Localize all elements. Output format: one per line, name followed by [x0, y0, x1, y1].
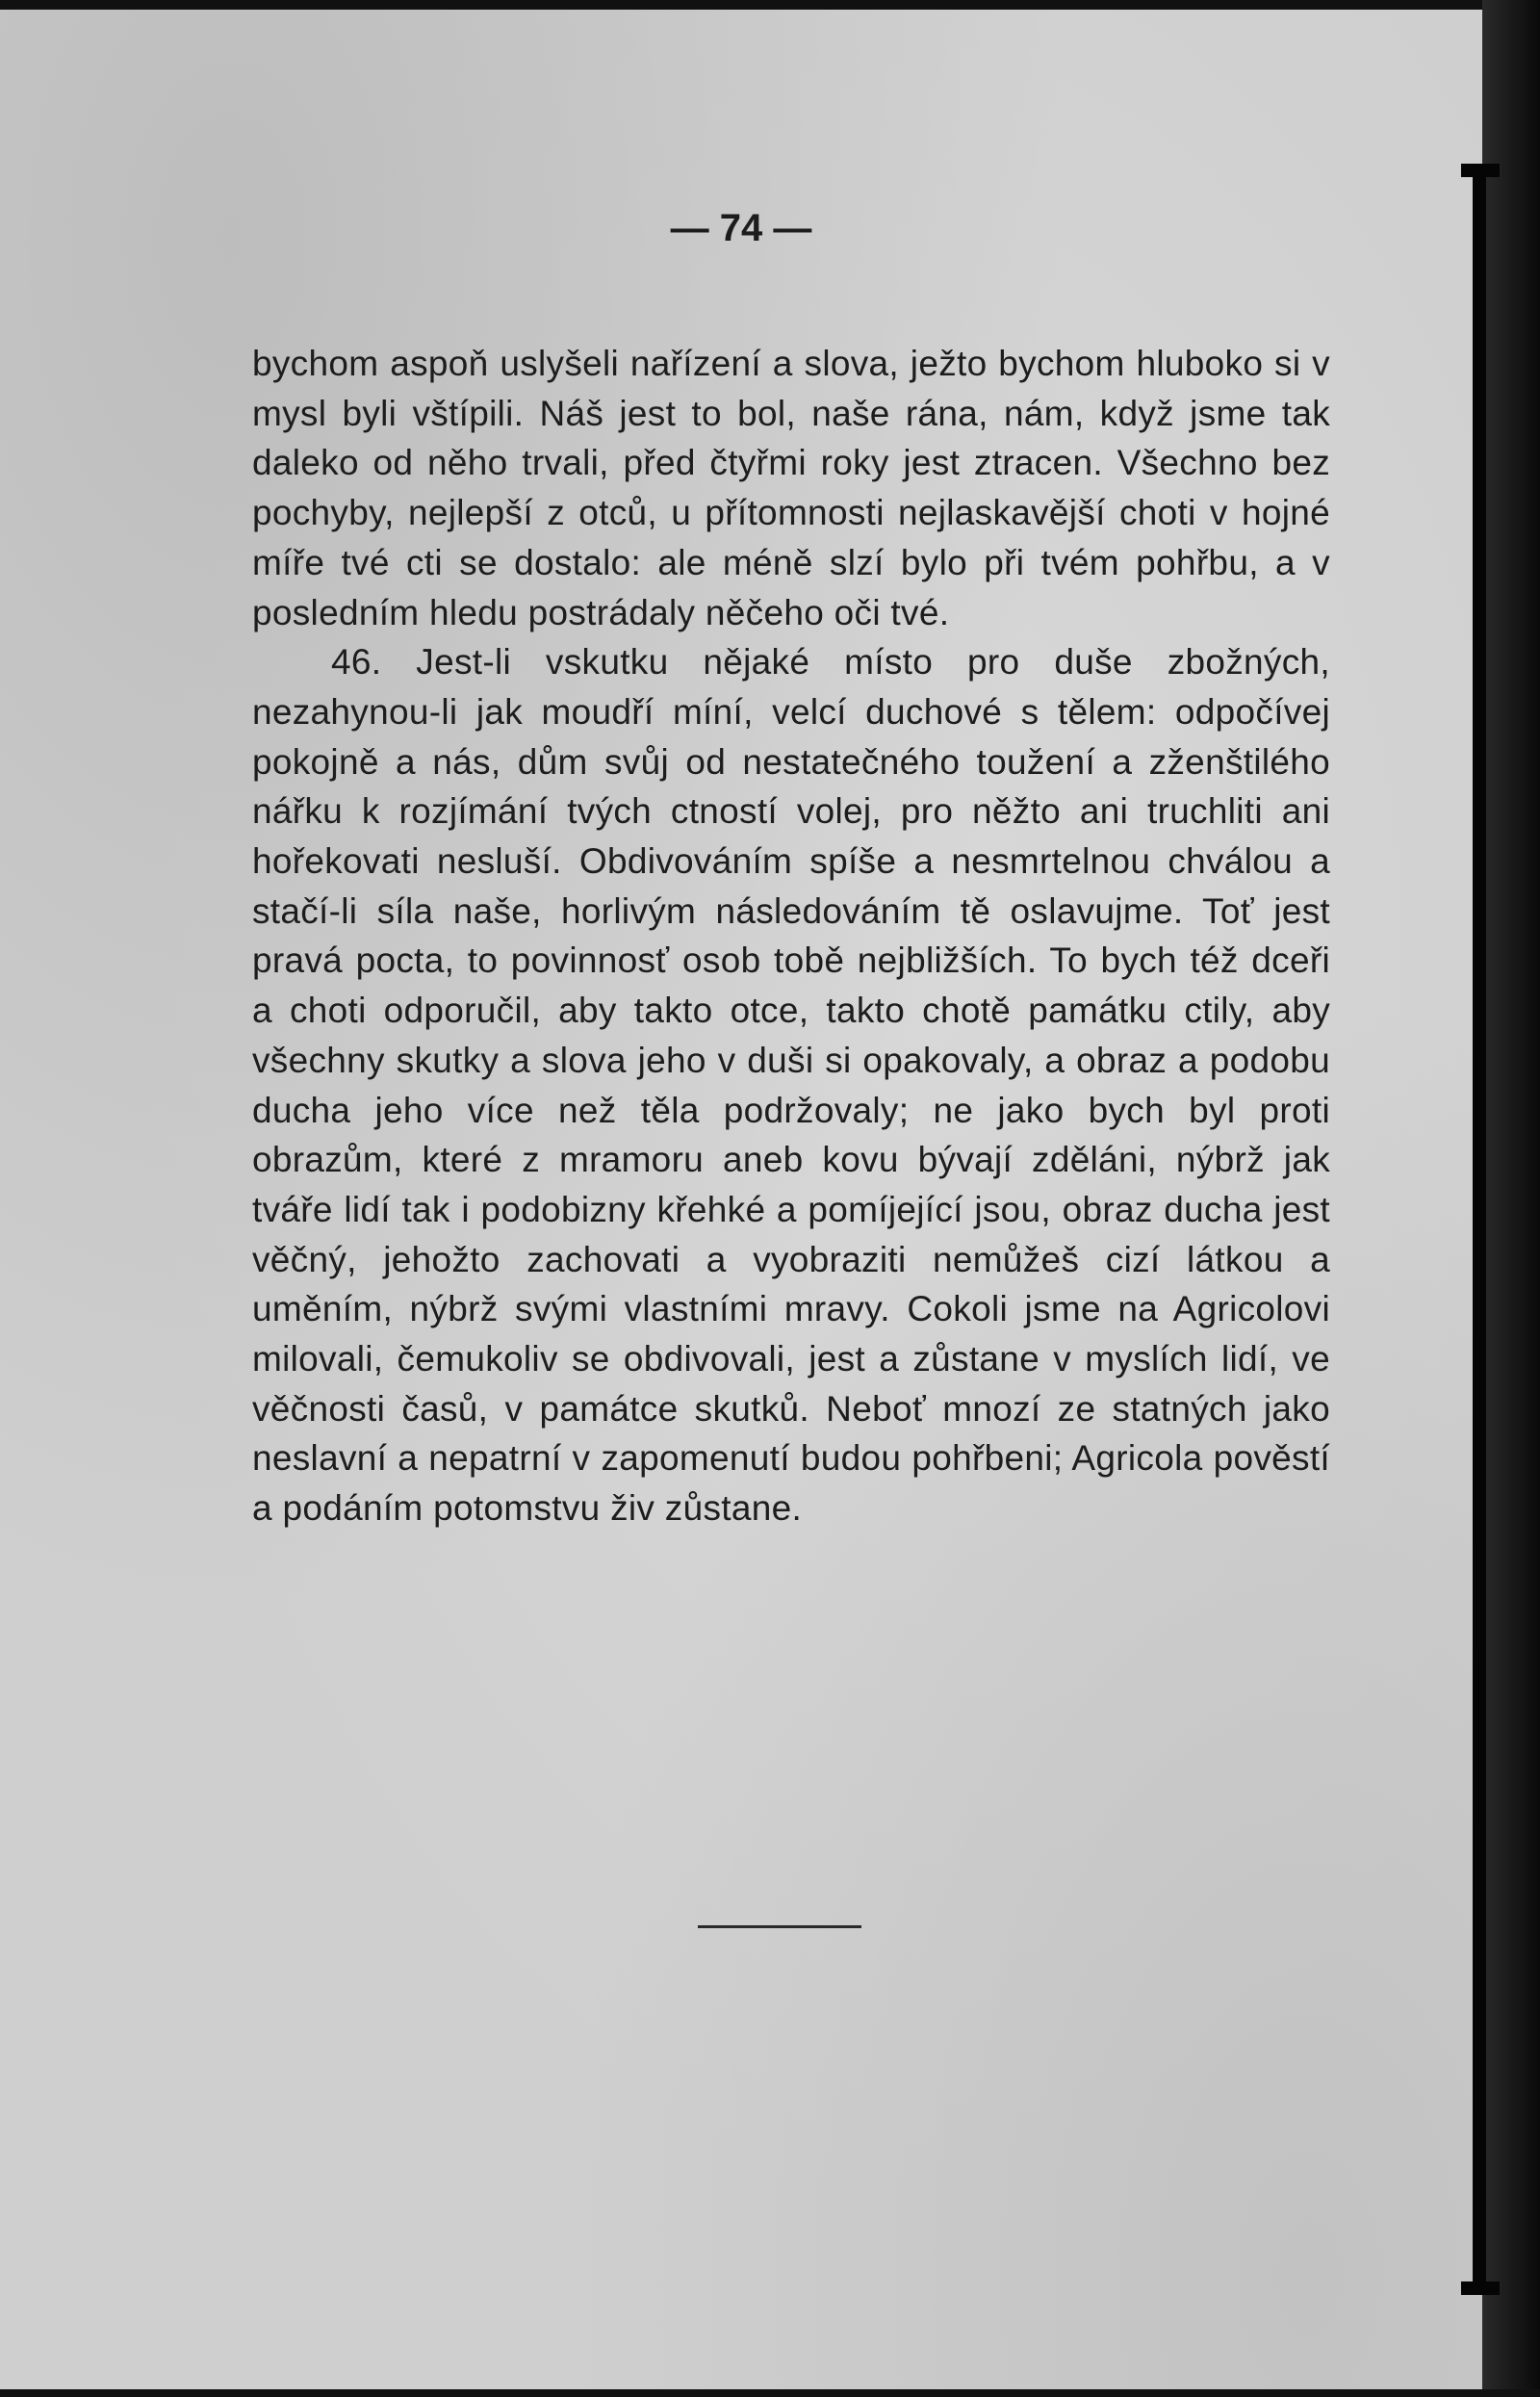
body-text: [252, 339, 1330, 1534]
binding-cap-bottom: [1461, 2281, 1500, 2295]
binding-cap-top: [1461, 164, 1500, 177]
paragraph-continued: bychom aspoň uslyšeli nařízení a slova, ježto bychom hluboko si v mysl byli vštípili. Náš jest to bol, naše rána, nám, když jsme tak daleko od něho trvali, před čtyřmi roky jest ztracen. Všechno bez pochyby, nejlepší z otců, u přítomnosti nejlaskavější choti v hojné míře tvé cti se dostalo: ale méně slzí bylo při tvém pohřbu, a v posledním hledu postrádaly něčeho oči tvé.: [252, 344, 1330, 632]
scan-border-right: [1482, 0, 1540, 2397]
end-rule: [698, 1925, 861, 1928]
scan-border-bottom: [0, 2389, 1540, 2397]
paragraph-46: 46. Jest-li vskutku nějaké místo pro duše zbožných, nezahynou-li jak moudří míní, velcí duchové s tělem: odpočívej pokojně a nás, dům svůj od nestatečného toužení a zženštilého nářku k rozjímání tvých ctností volej, pro něžto ani truchliti ani hořekovati nesluší. Obdivováním spíše a nesmrtelnou chválou a stačí-li síla naše, horlivým následováním tě oslavujme. Toť jest pravá pocta, to povinnosť osob tobě nejbližších. To bych též dceři a choti odporučil, aby takto otce, takto chotě památku ctily, aby všechny skutky a slova jeho v duši si opakovaly, a obraz a podobu ducha jeho více než těla podržovaly; ne jako bych byl proti obrazům, které z mramoru aneb kovu bývají zděláni, nýbrž jak tváře lidí tak i podobizny křehké a pomíjející jsou, obraz ducha jest věčný, jehožto zachovati a vyobraziti nemůžeš cizí látkou a uměním, nýbrž svými vlastními mravy. Cokoli jsme na Agricolovi milovali, čemukoliv se obdivovali, jest a zůstane v myslích lidí, ve věčnosti časů, v památce skutků. Neboť mnozí ze statných jako neslavní a nepatrní v zapomenutí budou pohřbeni; Agricola pověstí a podáním potomstvu živ zůstane.: [252, 642, 1330, 1529]
binding-line: [1473, 173, 1486, 2291]
page-number: — 74 —: [670, 207, 812, 249]
scan-border-top: [0, 0, 1540, 10]
